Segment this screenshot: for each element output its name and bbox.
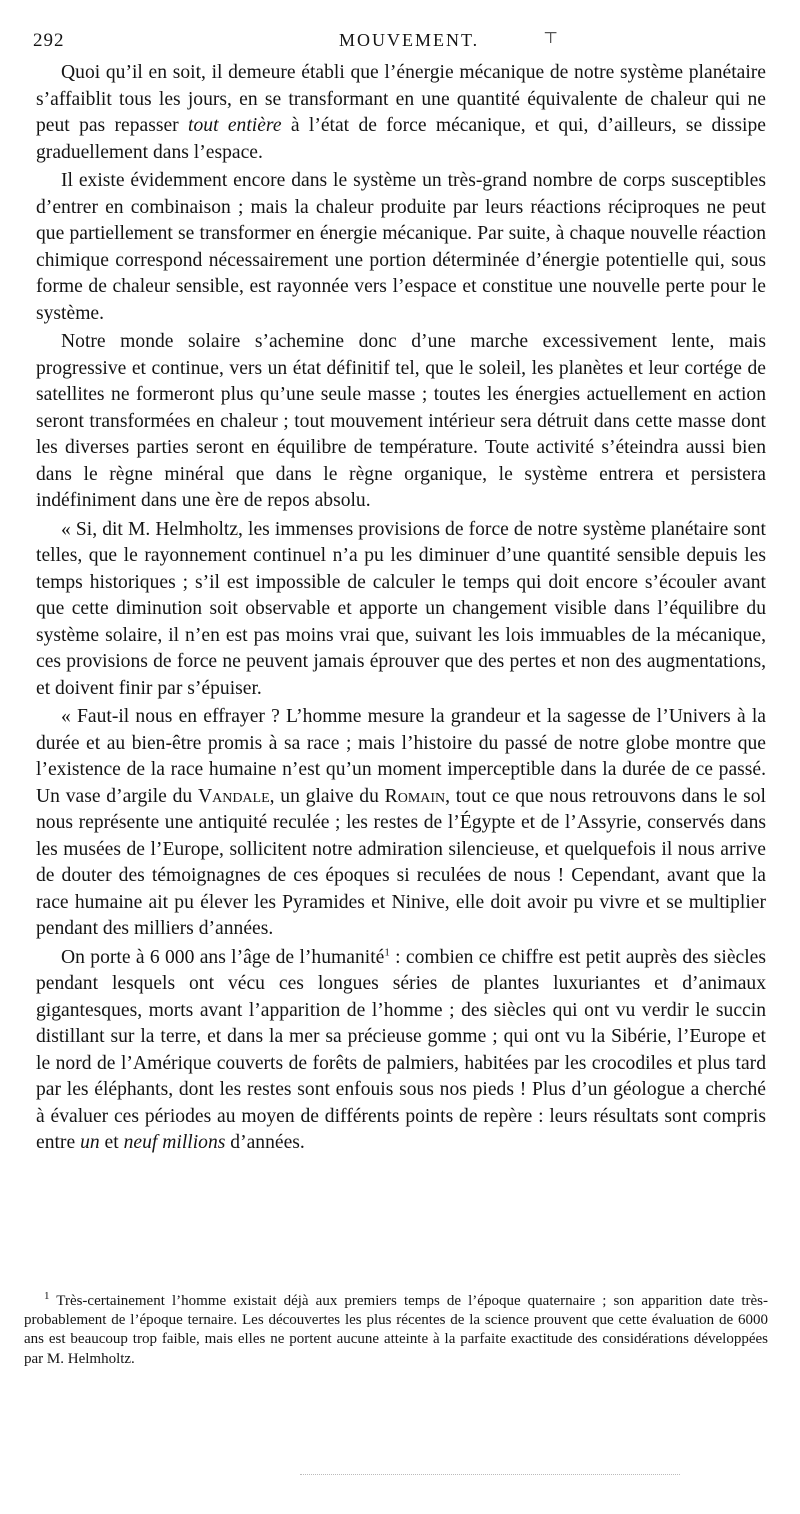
emphasis-text: neuf millions: [123, 1132, 226, 1153]
paragraph-3: Notre monde solaire s’achemine donc d’une marche excessivement lente, mais progressive et continue, vers un état définitif tel, que le soleil, les planètes et leur cortége de satellites ne formeront plus qu’une seule masse ; toutes les énergies actuellement en action seront transformées en chaleur ; tout mouvement intérieur sera détruit dans cette masse dont les diverses parties seront en équilibre de température. Toute activité s’éteindra aussi bien dans le règne minéral que dans le règne organique, le système entrera et persistera indéfiniment dans une ère de repos absolu.: [36, 331, 766, 511]
paragraph-2: Il existe évidemment encore dans le système un très-grand nombre de corps susceptibles d’entrer en combinaison ; mais la chaleur produite par leurs réactions réciproques ne peut que partiellement se transformer en énergie mécanique. Par suite, à chaque nouvelle réaction chimique correspond nécessairement une portion déterminée d’énergie potentielle qui, sous forme de chaleur sensible, est rayonnée vers l’espace et constitue une nouvelle perte pour le système.: [36, 170, 766, 324]
paragraph-text: à l’état de force mécanique, et qui, d’ailleurs, se dissipe graduellement dans l’espace.: [36, 115, 766, 163]
printer-mark-icon: ⊤: [543, 30, 559, 47]
paragraph-text: Quoi qu’il en soit, il demeure établi que l’énergie mécanique de notre système planétaire s’affaiblit tous les jours, en se transformant en une quantité équivalente de chaleur qui ne peut pas repasser: [36, 62, 766, 136]
small-caps-text: Romain: [384, 785, 446, 807]
page-number: 292: [33, 30, 65, 51]
paragraph-1: [36, 60, 766, 166]
paragraph-text: et: [99, 1132, 124, 1153]
emphasis-text: un: [80, 1132, 100, 1153]
paragraph-text: , un glaive du: [269, 785, 385, 807]
running-head: [33, 28, 760, 58]
paragraph-text: , tout ce que nous retrouvons dans le sol nous représente une antiquité reculée ; les restes de l’Égypte et de l’Assyrie, conservés dans les musées de l’Europe, sollicitent notre admiration silencieuse, et quelquefois il nous arrive de douter des témoignagnes de ces époques si reculées de nous ! Cependant, avant que la race humaine ait pu élever les Pyramides et Ninive, elle doit avoir pu vivre et se multiplier pendant des milliers d’années.: [36, 785, 766, 939]
footnote: [24, 1292, 768, 1369]
paragraph-6: [36, 945, 766, 1157]
paragraph-text: On porte à 6 000 ans l’âge de l’humanité: [61, 946, 385, 968]
paragraph-4-quote: « Si, dit M. Helmholtz, les immenses provisions de force de notre système planétaire sont telles, que le rayonnement continuel n’a pu les diminuer d’une quantité sensible depuis les temps historiques ; s’il est impossible de calculer le temps qui doit encore s’écouler avant que cette diminution soit observable et apporte un changement visible dans l’équilibre du système solaire, il n’en est pas moins vrai que, suivant les lois immuables de la mécanique, ces provisions de force ne peuvent jamais éprouver que des pertes et non des augmentations, et doivent finir par s’épuiser.: [36, 518, 766, 699]
paragraph-text: « Faut-il nous en effrayer ? L’homme mesure la grandeur et la sagesse de l’Univers à la durée et au bien-être promis à sa race ; mais l’histoire du passé de notre globe montre que l’existence de la race humaine n’est qu’un moment imperceptible dans la durée de ce passé. Un vase d’argile du: [36, 706, 766, 807]
small-caps-text: Vandale: [197, 785, 270, 807]
paragraph-text: : combien ce chiffre est petit auprès des siècles pendant lesquels ont vécu ces longues séries de plantes luxuriantes et d’animaux gigantesques, morts avant l’apparition de l’homme ; des siècles qui ont vu verdir le succin distillant sur la terre, et dans la mer sa précieuse gomme ; qui ont vu la Sibérie, l’Europe et le nord de l’Amérique couverts de forêts de palmiers, habitées par les crocodiles et plus tard par les éléphants, dont les restes sont enfouis sous nos pieds ! Plus d’un géologue a cherché à évaluer ces périodes au moyen de différents points de repère : leurs résultats sont compris entre: [36, 946, 766, 1153]
emphasis-text: tout entière: [188, 115, 282, 136]
footnote-text: [24, 1292, 768, 1369]
scan-artifact-divider: [300, 1468, 680, 1475]
paragraph-text: d’années.: [225, 1132, 305, 1153]
chapter-title: MOUVEMENT.: [339, 30, 480, 50]
footnote-marker: 1: [44, 1290, 50, 1302]
body-text: [36, 60, 766, 1159]
footnote-reference[interactable]: 1: [384, 945, 390, 958]
footnote-body: Très-certainement l’homme existait déjà aux premiers temps de l’époque quaternaire ; son apparition date très-probablement de l’époque ternaire. Les découvertes les plus récentes de la science prouvent que cette évaluation de 6000 ans est beaucoup trop faible, mais elles ne portent aucune atteinte à la parfaite exactitude des considérations développées par M. Helmholtz.: [24, 1293, 768, 1367]
paragraph-5-quote: [36, 704, 766, 943]
